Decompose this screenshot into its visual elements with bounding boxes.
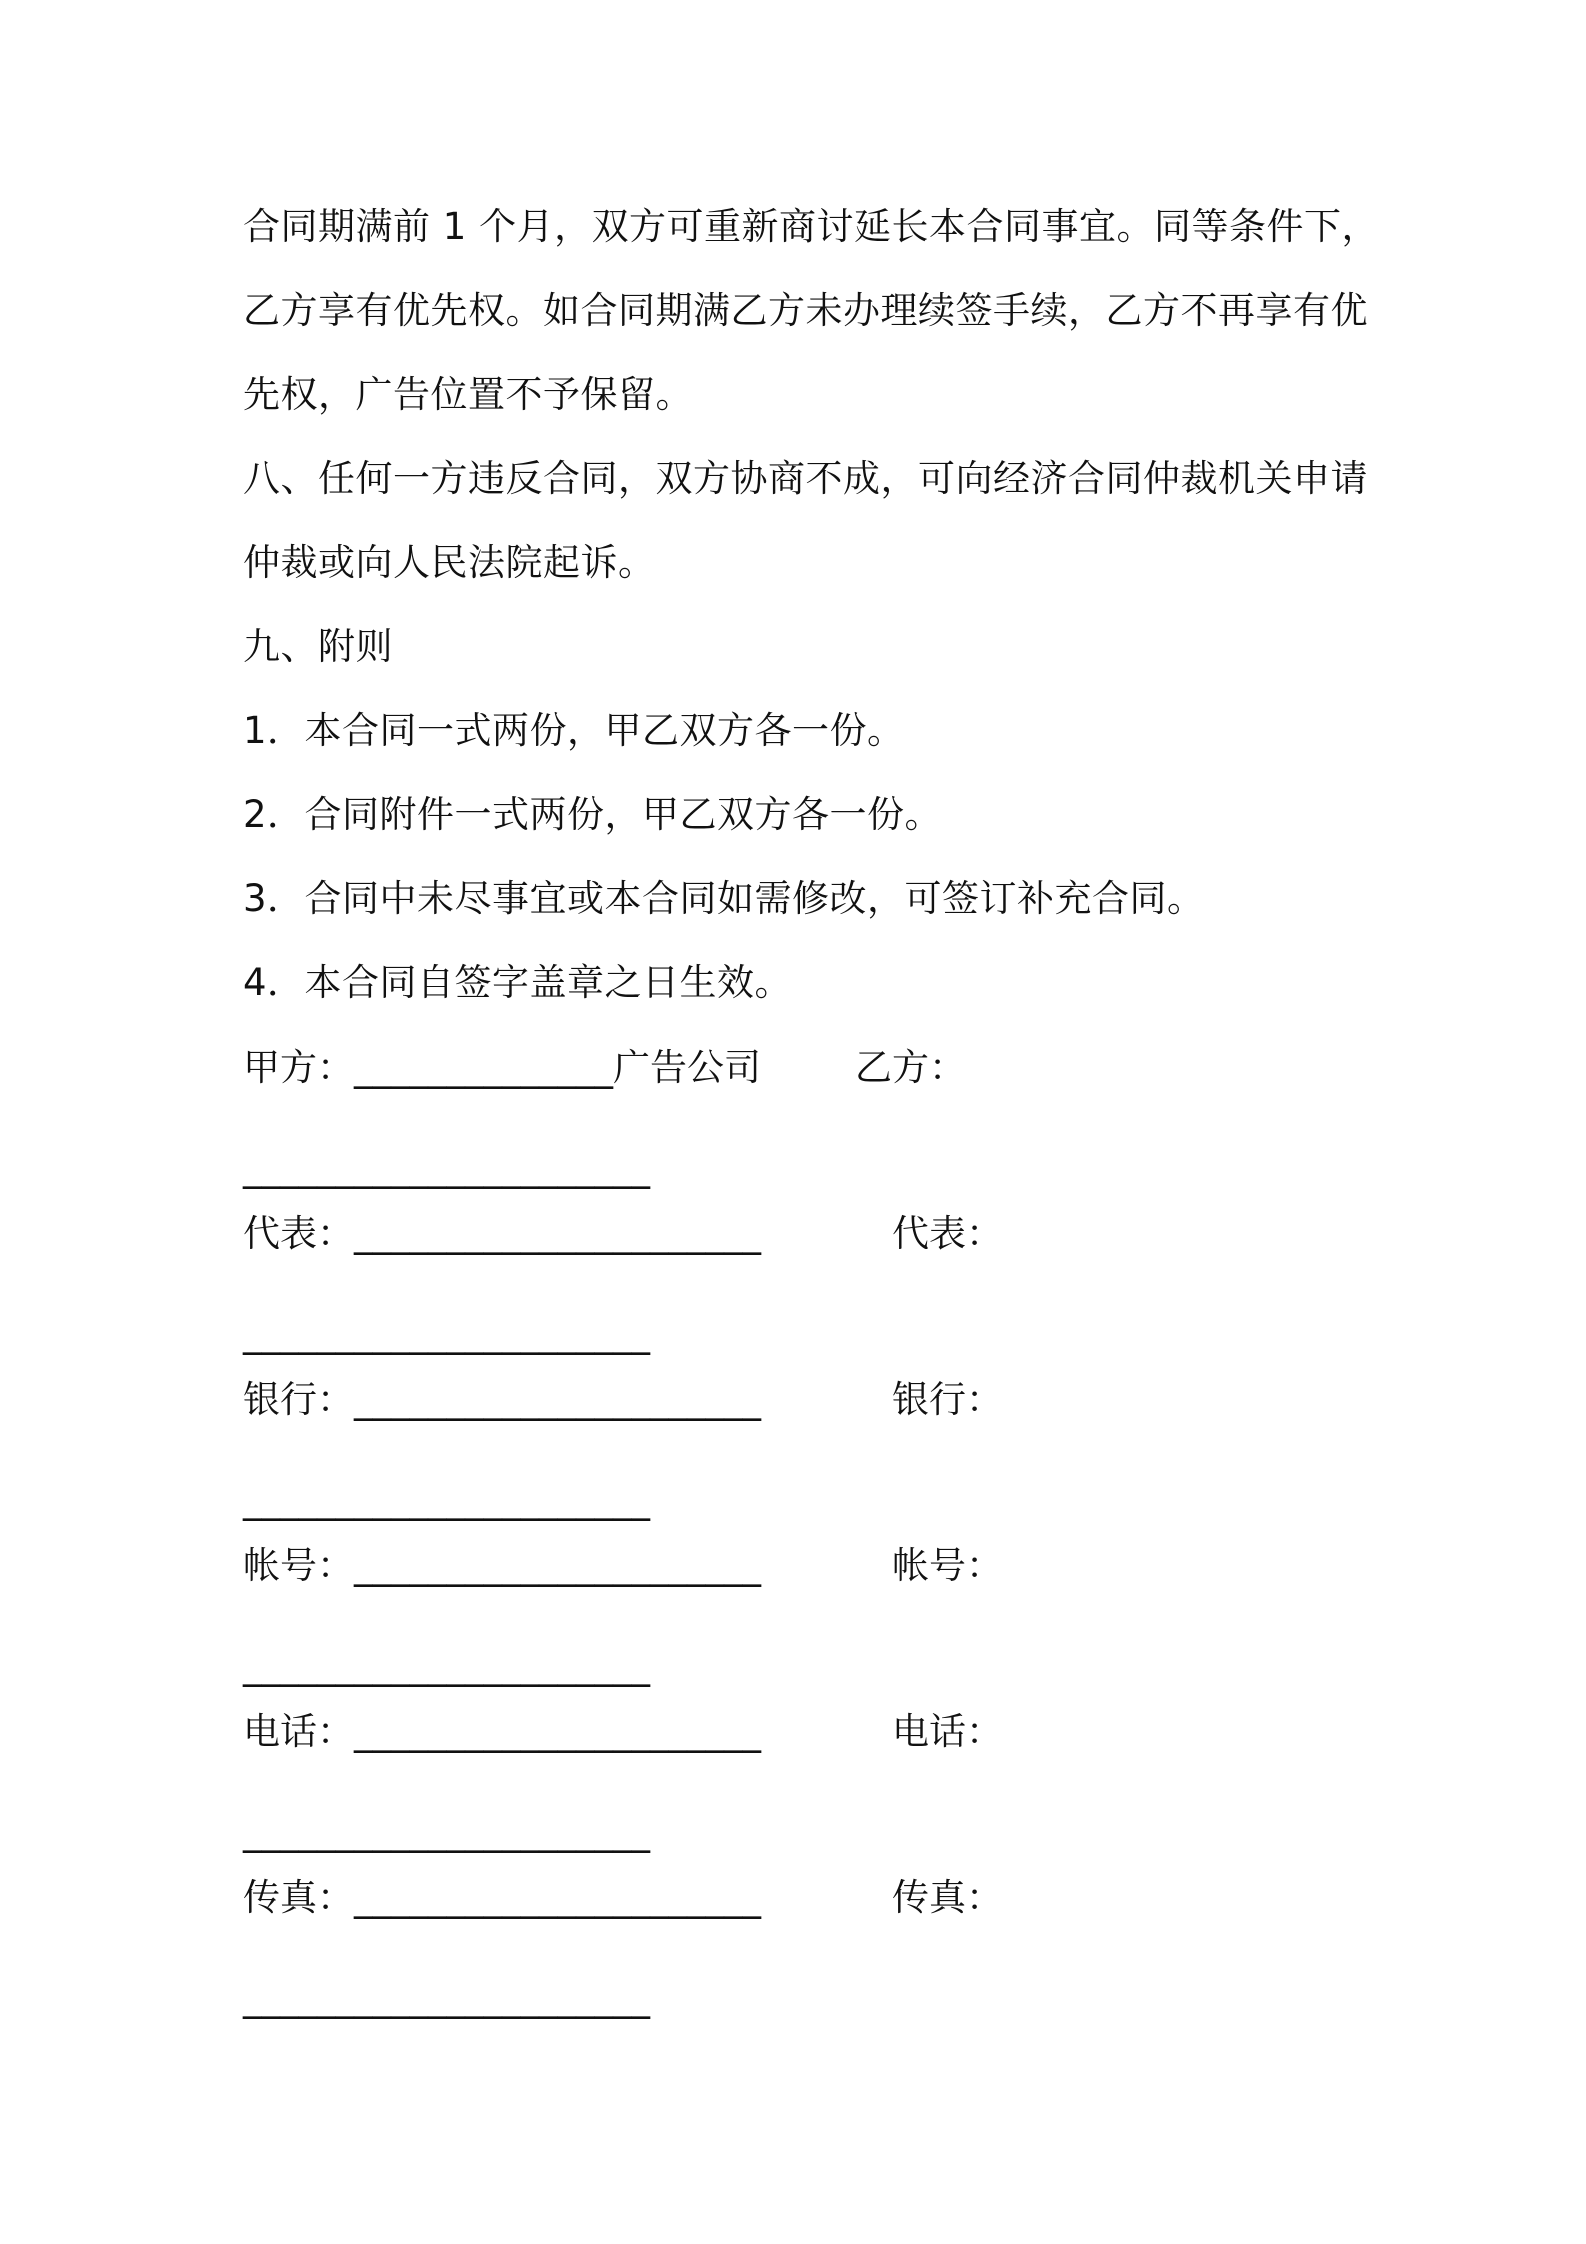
party-b-account-label: 帐号： [892,1544,1003,1587]
phone-row [243,1707,1393,1757]
party-a-account: 帐号：______________________ [243,1544,761,1587]
party-b-account-blank: ______________________ [243,1644,650,1687]
party-b-phone-blank: ______________________ [243,1810,650,1853]
appendix-item-3: 3．合同中未尽事宜或本合同如需修改，可签订补充合同。 [243,877,1205,920]
body-line: 仲裁或向人民法院起诉。 [243,541,656,584]
fax-row [243,1873,1393,1923]
body-line: 先权，广告位置不予保留。 [243,373,693,416]
party-b-fax-blank: ______________________ [243,1976,650,2019]
party-b-representative-blank: ______________________ [243,1312,650,1355]
party-a-line: 甲方：______________广告公司 [243,1046,761,1089]
appendix-item-4: 4．本合同自签字盖章之日生效。 [243,961,793,1004]
party-b-bank-blank: ______________________ [243,1478,650,1521]
clause-9-heading: 九、附则 [243,625,393,668]
body-line: 乙方享有优先权。如合同期满乙方未办理续签手续，乙方不再享有优 [243,289,1368,332]
party-b-phone-label: 电话： [892,1710,1003,1753]
party-b-representative-label: 代表： [892,1212,1003,1255]
appendix-item-2: 2．合同附件一式两份，甲乙双方各一份。 [243,793,943,836]
party-a-bank: 银行：______________________ [243,1378,761,1421]
party-row [243,1043,1393,1093]
party-a-representative: 代表：______________________ [243,1212,761,1255]
account-row [243,1541,1393,1591]
party-b-blank: ______________________ [243,1146,650,1189]
party-a-phone: 电话：______________________ [243,1710,761,1753]
representative-row [243,1209,1393,1259]
party-a-fax: 传真：______________________ [243,1876,761,1919]
party-b-bank-label: 银行： [892,1378,1003,1421]
bank-row [243,1375,1393,1425]
appendix-item-1: 1．本合同一式两份，甲乙双方各一份。 [243,709,905,752]
contract-body [243,185,1380,1025]
party-b-fax-label: 传真： [892,1876,1003,1919]
body-line: 合同期满前 1 个月，双方可重新商讨延长本合同事宜。同等条件下， [243,205,1380,248]
party-b-label: 乙方： [855,1046,966,1089]
clause-8: 八、任何一方违反合同，双方协商不成，可向经济合同仲裁机关申请 [243,457,1368,500]
